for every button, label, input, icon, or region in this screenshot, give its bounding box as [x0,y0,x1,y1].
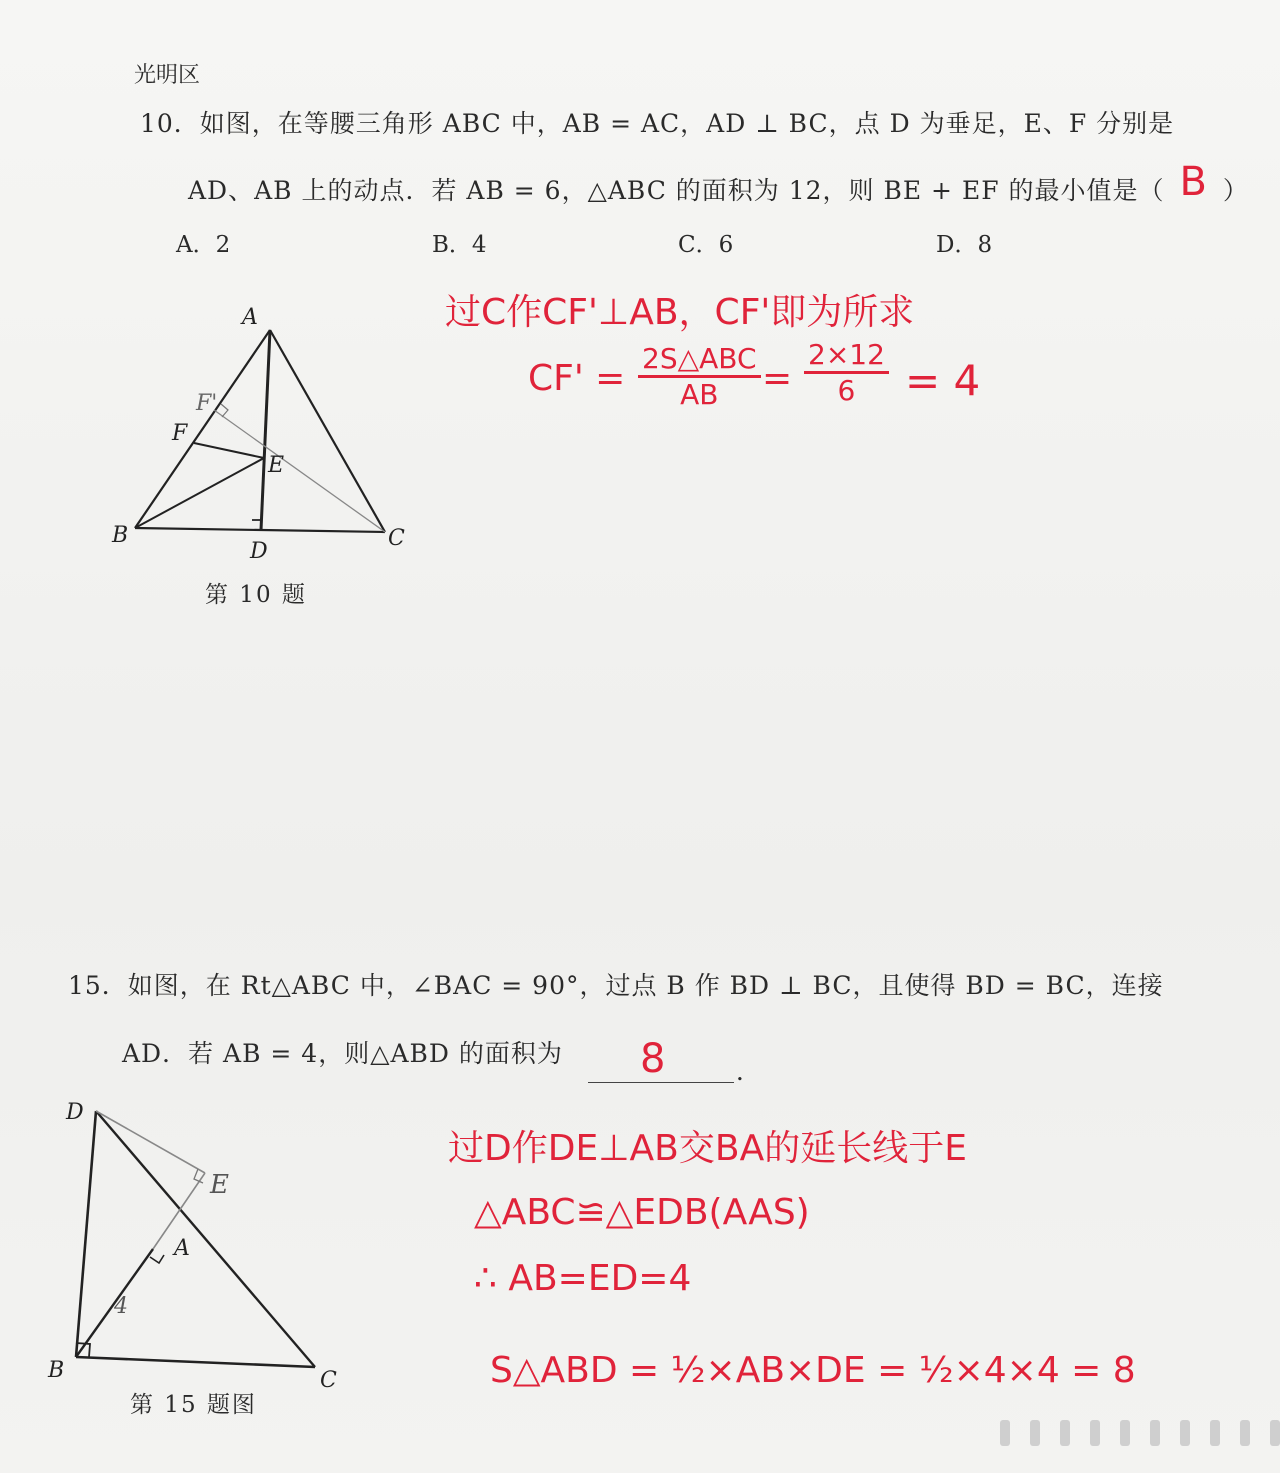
q15-label-four: 4 [114,1294,128,1319]
q15-solution-line1: 过D作DE⊥AB交BA的延长线于E [448,1128,967,1169]
q15-answer-blank [588,1082,734,1083]
q10-frac2-numerator: 2×12 [804,338,889,374]
q15-solution-line2: △ABC≌△EDB(AAS) [474,1192,810,1233]
q15-figure [40,1095,350,1390]
q10-label-f-prime: F' [196,391,218,416]
q10-option-d: D．8 [936,232,993,258]
q15-text-line1: 15．如图，在 Rt△ABC 中，∠BAC = 90°，过点 B 作 BD ⊥ BC，且使得 BD = BC，连接 [68,971,1164,1000]
q10-label-b: B [112,523,129,548]
q10-solution-fraction-2 [804,338,889,407]
q10-solution-lhs: CF' = [528,358,626,399]
q10-frac1-denominator: AB [680,378,719,411]
q10-solution-result: = 4 [905,356,981,405]
q15-label-b: B [48,1358,65,1383]
q15-label-c: C [320,1368,337,1390]
q10-text-line2-end: ） [1222,176,1249,205]
q10-text-line1: 10．如图，在等腰三角形 ABC 中，AB = AC，AD ⊥ BC，点 D 为垂足，E、F 分别是 [140,109,1175,138]
region-label: 光明区 [134,63,201,88]
q15-text-line2: AD．若 AB = 4，则△ABD 的面积为 [122,1039,563,1068]
q10-option-b: B．4 [432,232,487,258]
q10-label-c: C [388,526,405,551]
image-watermark [1000,1420,1280,1446]
q10-frac2-denominator: 6 [837,374,856,407]
q15-label-d: D [66,1100,84,1125]
q15-text-line2-end: ． [736,1057,763,1086]
q15-figure-caption: 第 15 题图 [130,1392,257,1418]
q10-text-line2-body: AD、AB 上的动点．若 AB = 6，△ABC 的面积为 12，则 BE + EF 的最小值是（ [188,176,1165,205]
q10-option-a: A．2 [176,232,231,258]
q10-solution-eq: = [762,358,793,399]
q10-solution-fraction-1 [638,342,761,411]
q15-solution-line3: ∴ AB=ED=4 [474,1258,692,1299]
q10-solution-line1: 过C作CF'⊥AB，CF'即为所求 [445,292,915,333]
q10-label-e: E [268,453,285,478]
q10-label-d: D [250,539,268,564]
q15-label-e: E [210,1170,229,1200]
q10-text-line2 [188,159,1249,209]
q10-label-f: F [172,421,188,446]
q10-frac1-numerator: 2S△ABC [638,342,761,378]
q10-figure-caption: 第 10 题 [205,582,307,608]
q10-label-a: A [242,305,258,330]
q15-answer: 8 [640,1036,666,1082]
q10-answer: B [1179,159,1208,205]
q10-option-c: C．6 [678,232,734,258]
q15-solution-line4: S△ABD = ½×AB×DE = ½×4×4 = 8 [490,1350,1136,1391]
q15-label-a: A [174,1236,190,1261]
q10-figure [100,300,430,570]
